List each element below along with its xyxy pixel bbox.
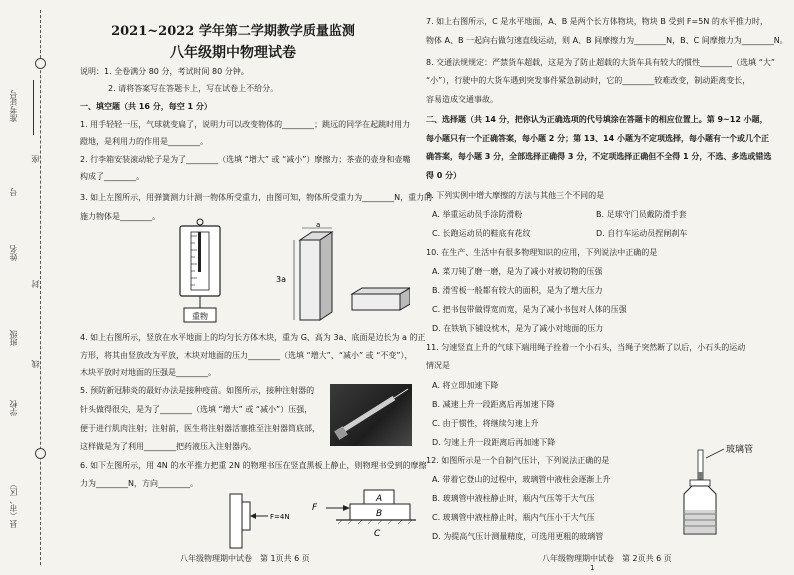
question-text: 3. 如上左图所示，用弹簧测力计测一物体所受重力，由图可知，物体所受重力为________N，重力的 <box>80 193 433 202</box>
label-seat: 座 <box>31 155 40 163</box>
question-text: 8. 交通法规规定：严禁货车超载，这是为了防止超载的大货车具有较大的惯性________（选填 “大” <box>426 58 776 67</box>
binding-hole <box>35 448 46 459</box>
spring-scale-figure <box>160 218 240 326</box>
section-instructions: 每小题只有一个正确答案，每小题 2 分；第 13、14 小题为不定项选择，每小题有一个或几个正 <box>426 134 769 143</box>
option-c: C. 长跑运动员的鞋底有花纹 <box>432 229 531 238</box>
question-text: 10. 在生产、生活中有很多物理知识的应用，下列说法中正确的是 <box>426 248 658 257</box>
question-text: 方形，将其由竖放改为平放，木块对地面的压力________（选填 “增大”、“减小” 或 “不变”）， <box>80 351 413 360</box>
option-a: A. 菜刀钝了磨一磨，是为了减小对被切物的压强 <box>432 267 603 276</box>
question-text: 力为________N，方向________。 <box>80 479 198 488</box>
question-text: 9. 下列实例中增大摩擦的方法与其他三个不同的是 <box>426 191 605 200</box>
question-text: 施力物体是________。 <box>80 212 160 221</box>
question-text: 11. 匀速竖直上升的气球下端用绳子拴着一个小石头，当绳子突然断了以后，小石头的运动 <box>426 343 746 352</box>
label-c: C <box>374 529 381 539</box>
syringe-photo <box>330 384 412 446</box>
question-text: 针头做得很尖，是为了________（选填 “增大” 或 “减小”）压强， <box>80 405 313 414</box>
right-column <box>420 0 790 575</box>
option-d: D. 为提高气压计测量精度，可选用更粗的玻璃管 <box>432 532 604 541</box>
option-b: B. 减速上升一段距离后再加速下降 <box>432 400 555 409</box>
question-text: 5. 预防新冠肺炎的最好办法是接种疫苗。如图所示，接种注射器的 <box>80 386 315 395</box>
option-c: C. 把书包带做得宽而宽，是为了减小书包对人体的压强 <box>432 305 627 314</box>
label-line: 线 <box>31 360 40 368</box>
label-county: 县（市、区） <box>9 480 18 528</box>
section-heading: 一、填空题（共 16 分，每空 1 分） <box>80 102 212 111</box>
exam-subtitle: 八年级期中物理试卷 <box>170 45 296 61</box>
question-text: 6. 如下左图所示，用 4N 的水平推力把重 2N 的物理书压在竖直黑板上静止，则物理书受到的摩擦 <box>80 461 427 470</box>
question-text: “小”），行驶中的大货车遇到突发事件紧急制动时，它的________较难改变，制动距离变长， <box>426 76 751 85</box>
section-instructions: 得 0 分） <box>426 171 462 180</box>
question-text: 木块平放时对地面的压强是________。 <box>80 368 216 377</box>
block-abc-figure <box>306 484 416 544</box>
section-heading: 二、选择题（共 14 分，把你认为正确选项的代号填涂在答题卡的相应位置上。第 9~12 小题， <box>426 115 768 124</box>
label-name: 姓名 <box>9 245 18 261</box>
barometer-figure <box>670 440 788 540</box>
instruction-2: 2. 请将答案写在答题卡上，写在试卷上不给分。 <box>108 84 279 93</box>
label-exam-number: 准考证号 <box>9 90 18 122</box>
label-a: A <box>376 494 383 504</box>
footer-left: 八年级物理期中试卷 第 1页共 6 页 <box>180 554 310 563</box>
force-label: F=4N <box>270 513 290 521</box>
question-text: 2. 行李箱安装滚动轮子是为了________（选填 “增大” 或 “减小”）摩擦力；茶壶的壶身和壶嘴 <box>80 155 411 164</box>
left-column <box>50 0 433 575</box>
option-b: B. 玻璃管中液柱静止时，瓶内气压等于大气压 <box>432 494 595 503</box>
label-class: 班级 <box>9 330 18 346</box>
label-school: 学校 <box>9 400 18 416</box>
question-text: 7. 如上右图所示，C 是水平地面，A、B 是两个长方体物块，物块 B 受到 F=5N 的水平推力时， <box>426 17 768 26</box>
glass-tube-label: 玻璃管 <box>726 445 754 455</box>
option-b: B. 滑雪板一般都有较大的面积，是为了增大压力 <box>432 286 603 295</box>
instruction-1: 说明：1. 全卷满分 80 分，考试时间 80 分钟。 <box>80 67 249 76</box>
option-c: C. 由于惯性，将继续匀速上升 <box>432 419 539 428</box>
option-b: B. 足球守门员戴防滑手套 <box>596 210 687 219</box>
option-a: A. 带着它登山的过程中，玻璃管中液柱会逐渐上升 <box>432 475 611 484</box>
binding-hole <box>35 58 46 69</box>
question-text: 容易造成交通事故。 <box>426 95 498 104</box>
question-text: 物体 A、B 一起向右做匀速直线运动，则 A、B 间摩擦力为________N，B、C 间摩擦力为________N。 <box>426 36 788 45</box>
question-text: 12. 如图所示是一个自制气压计，下列说法正确的是 <box>426 456 610 465</box>
weight-label: 重物 <box>192 312 208 321</box>
page-mark: 1 <box>590 564 595 572</box>
exam-title: 2021~2022 学年第二学期教学质量监测 <box>111 24 355 39</box>
label-b: B <box>376 509 383 519</box>
option-d: D. 自行车运动员捏闸刹车 <box>596 229 688 238</box>
question-text: 蹬地，是利用力的作用是________。 <box>80 137 208 146</box>
question-text: 这样做是为了利用________把药液压入注射器内。 <box>80 442 256 451</box>
option-c: C. 玻璃管中液柱静止时，瓶内气压小于大气压 <box>432 513 595 522</box>
section-instructions: 确答案，每小题 3 分，全部选择正确得 3 分，不定项选择正确但不全得 1 分，不选、多选或错选 <box>426 152 772 161</box>
question-text: 构成了________。 <box>80 172 144 181</box>
width-a-label: a <box>316 222 321 229</box>
question-text: 便于进行肌肉注射；注射前，医生将注射器活塞推至注射器筒底部， <box>80 424 320 433</box>
question-text: 4. 如上右图所示，竖放在水平地面上的均匀长方体木块，重为 G、高为 3a、底面是边长为 a 的正 <box>80 333 426 342</box>
question-text: 情况是 <box>426 361 450 370</box>
question-text: 1. 用手轻轻一压，气球就变扁了，说明力可以改变物体的________；跳远的同学在起跳时用力 <box>80 120 411 129</box>
footer-right: 八年级物理期中试卷 第 2页共 6 页 <box>542 554 672 563</box>
height-3a-label: 3a <box>276 275 286 284</box>
option-d: D. 在铁轨下铺设枕木，是为了减小对地面的压力 <box>432 324 604 333</box>
blackboard-figure <box>210 490 310 550</box>
label-seal: 封 <box>31 280 40 288</box>
exam-number-line <box>33 80 34 135</box>
option-d: D. 匀速上升一段距离后再加速下降 <box>432 438 556 447</box>
label-number: 号 <box>9 188 18 196</box>
option-a: A. 举重运动员手涂防滑粉 <box>432 210 523 219</box>
binding-strip <box>0 0 46 575</box>
option-a: A. 将立即加速下降 <box>432 381 499 390</box>
label-f: F <box>312 503 318 513</box>
block-figure <box>270 222 410 322</box>
